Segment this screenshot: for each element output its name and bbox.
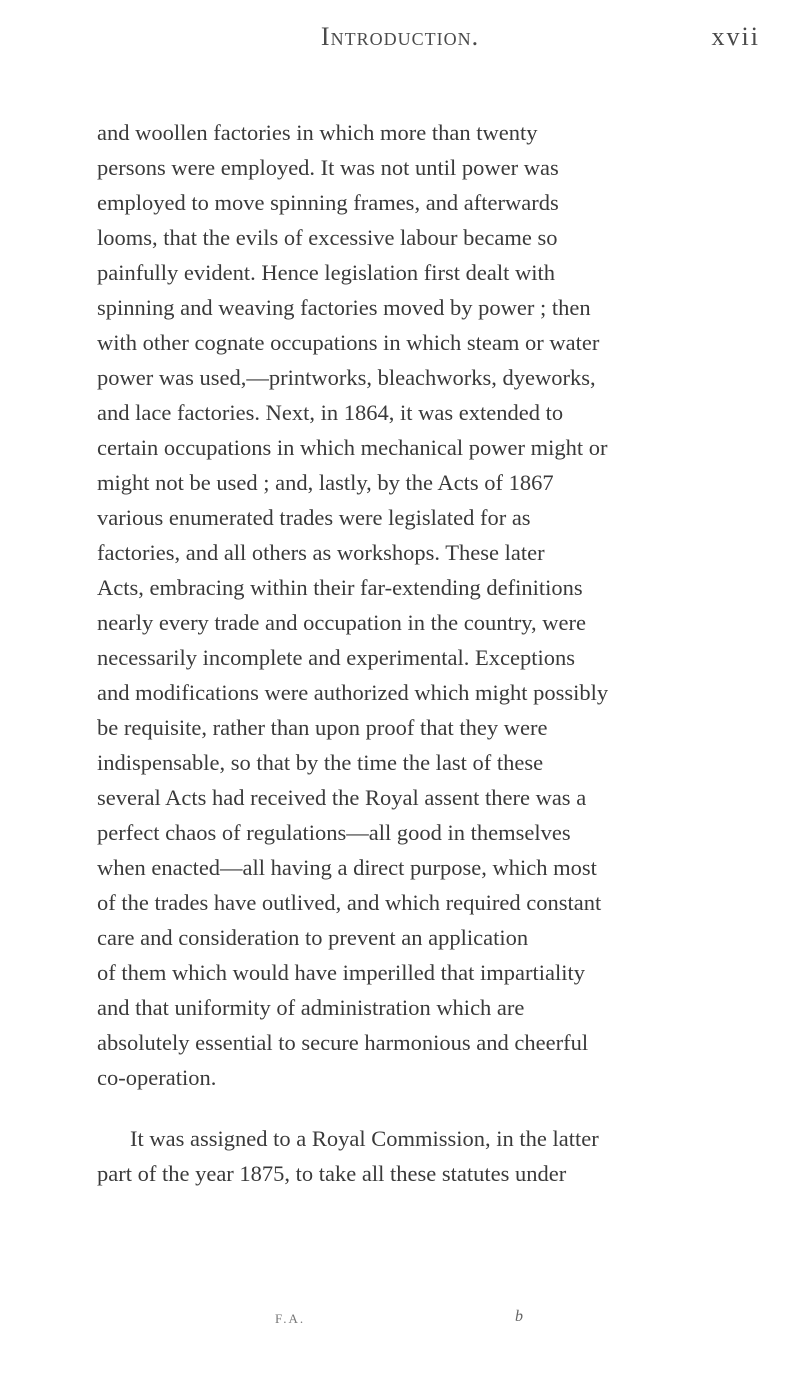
text-line: of them which would have imperilled that impartiality — [97, 960, 586, 985]
text-line: certain occupations in which mechanical power might or — [97, 435, 608, 460]
text-line: spinning and weaving factories moved by power ; then — [97, 295, 591, 320]
text-line: and modifications were authorized which might possibly — [97, 680, 609, 705]
text-line: co-operation. — [97, 1065, 217, 1090]
text-line: care and consideration to prevent an application — [97, 925, 529, 950]
text-line: It was assigned to a Royal Commission, in the latter — [130, 1126, 599, 1151]
text-line: of the trades have outlived, and which required constant — [97, 890, 602, 915]
text-line: when enacted—all having a direct purpose, which most — [97, 855, 597, 880]
text-line: absolutely essential to secure harmonious and cheerful — [97, 1030, 589, 1055]
text-line: might not be used ; and, lastly, by the Acts of 1867 — [97, 470, 554, 495]
text-line: part of the year 1875, to take all these statutes under — [97, 1161, 567, 1186]
text-line: with other cognate occupations in which steam or water — [97, 330, 600, 355]
text-line: power was used,—printworks, bleachworks, dyeworks, — [97, 365, 596, 390]
running-title: Introduction. — [320, 22, 480, 51]
page-number: xvii — [711, 22, 760, 51]
text-line: nearly every trade and occupation in the country, were — [97, 610, 586, 635]
running-head — [40, 22, 760, 62]
text-line: factories, and all others as workshops. These later — [97, 540, 545, 565]
text-line: employed to move spinning frames, and afterwards — [97, 190, 559, 215]
printer-signature: F.A. — [275, 1311, 306, 1326]
text-line: and lace factories. Next, in 1864, it was extended to — [97, 400, 564, 425]
text-line: indispensable, so that by the time the last of these — [97, 750, 544, 775]
text-line: looms, that the evils of excessive labour became so — [97, 225, 558, 250]
text-line: various enumerated trades were legislated for as — [97, 505, 531, 530]
text-line: necessarily incomplete and experimental. Exceptions — [97, 645, 575, 670]
text-line: and woollen factories in which more than twenty — [97, 120, 538, 145]
sheet-signature-letter: b — [515, 1308, 523, 1325]
text-line: persons were employed. It was not until power was — [97, 155, 559, 180]
text-line: Acts, embracing within their far-extending definitions — [97, 575, 583, 600]
text-line: several Acts had received the Royal assent there was a — [97, 785, 587, 810]
text-line: painfully evident. Hence legislation first dealt with — [97, 260, 555, 285]
text-line: and that uniformity of administration which are — [97, 995, 525, 1020]
text-line: perfect chaos of regulations—all good in themselves — [97, 820, 571, 845]
text-line: be requisite, rather than upon proof that they were — [97, 715, 548, 740]
